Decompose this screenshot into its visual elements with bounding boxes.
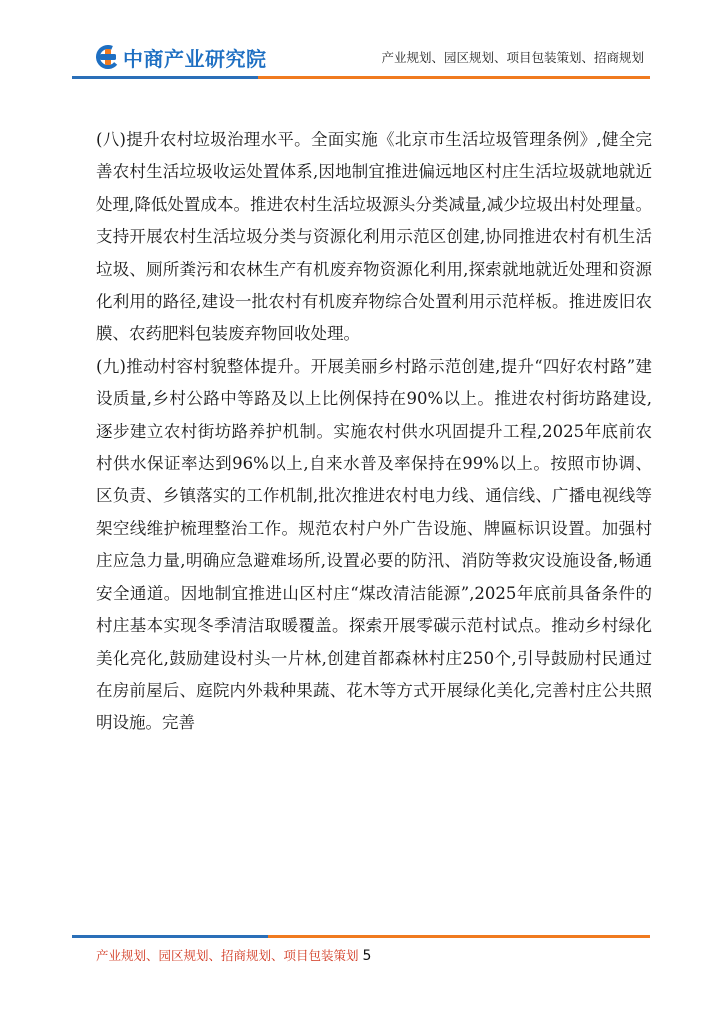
paragraph-village-appearance: (九)推动村容村貌整体提升。开展美丽乡村路示范创建,提升“四好农村路”建设质量,乡村公路中等路及以上比例保持在90%以上。推进农村街坊路建设,逐步建立农村街坊路养护机制。实施农村供水巩固提升工程,2025年底前农村供水保证率达到96%以上,自来水普及率保持在99%以上。按照市协调、区负责、乡镇落实的工作机制,批次推进农村电力线、通信线、广播电视线等架空线维护梳理整治工作。规范农村户外广告设施、牌匾标识设置。加强村庄应急力量,明确应急避难场所,设置必要的防汛、消防等救灾设施设备,畅通安全通道。因地制宜推进山区村庄“煤改清洁能源”,2025年底前具备条件的村庄基本实现冬季清洁取暖覆盖。探索开展零碳示范村试点。推动乡村绿化美化亮化,鼓励建设村头一片林,创建首都森林村庄250个,引导鼓励村民通过在房前屋后、庭院内外栽种果蔬、花木等方式开展绿化美化,完善村庄公共照明设施。完善 [96,356,652,733]
footer-divider-blue [72,935,268,938]
page-header [0,0,724,90]
footer-text: 产业规划、园区规划、招商规划、项目包装策划 [96,948,359,963]
page-footer [96,946,371,964]
header-divider-orange [258,76,650,79]
header-tagline: 产业规划、园区规划、项目包装策划、招商规划 [381,50,644,65]
logo-icon [96,45,120,69]
footer-divider-orange [268,935,650,938]
paragraph-rural-garbage: (八)提升农村垃圾治理水平。全面实施《北京市生活垃圾管理条例》,健全完善农村生活垃圾收运处置体系,因地制宜推进偏远地区村庄生活垃圾就地就近处理,降低处置成本。推进农村生活垃圾源头分类减量,减少垃圾出村处理量。支持开展农村生活垃圾分类与资源化利用示范区创建,协同推进农村有机生活垃圾、厕所粪污和农林生产有机废弃物资源化利用,探索就地就近处理和资源化利用的路径,建设一批农村有机废弃物综合处置利用示范样板。推进废旧农膜、农药肥料包装废弃物回收处理。 [96,130,652,344]
company-logo [96,44,267,70]
page-number: 5 [362,948,372,964]
document-body [96,124,652,740]
header-divider-blue [72,76,258,79]
logo-text: 中商产业研究院 [123,46,267,71]
